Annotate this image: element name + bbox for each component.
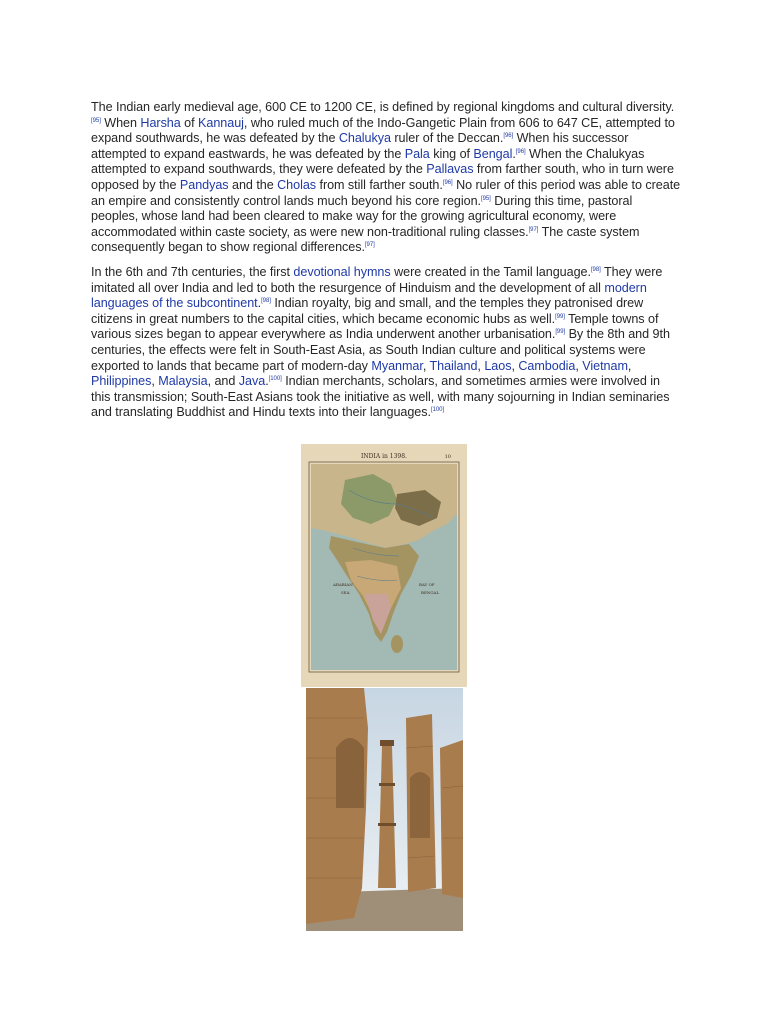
link-malaysia[interactable]: Malaysia	[158, 374, 208, 389]
text-run: ,	[575, 358, 583, 373]
citation-96[interactable]: [96]	[515, 148, 526, 155]
photo-illustration	[306, 688, 463, 931]
text-run: , who ruled much of the Indo-Gangetic Plain from 606 to 647 CE, attempted to expand southwards, he was defeated by the	[91, 115, 675, 146]
link-pala[interactable]: Pala	[404, 146, 430, 161]
minaret-balcony	[379, 783, 395, 786]
citation-100[interactable]: [100]	[430, 407, 445, 414]
link-cambodia[interactable]: Cambodia	[518, 358, 576, 373]
citation-96[interactable]: [96]	[442, 179, 453, 186]
text-run: When the Chalukyas attempted to expand southwards, they were defeated by the	[91, 146, 645, 177]
citation-97[interactable]: [97]	[364, 242, 375, 249]
link-myanmar[interactable]: Myanmar	[371, 358, 423, 373]
link-modern-languages[interactable]: modern languages of the subcontinent	[91, 280, 647, 311]
text-run: Indian royalty, big and small, and the temples they patronised drew citizens in great numbers to the capital cities, which became economic hubs as well.	[91, 296, 644, 326]
label-bay-of: BAY OF	[419, 582, 435, 587]
text-run: During this time, pastoral peoples, whose land had been cleared to make way for the growing agricultural economy, were accommodated within caste society, as were new non-traditional ruling classes.	[91, 193, 633, 239]
text-run: ,	[627, 358, 632, 373]
text-run: king of	[429, 146, 474, 161]
citation-96[interactable]: [96]	[503, 133, 514, 140]
arch-opening	[410, 772, 430, 838]
text-run: When his successor attempted to expand eastwards, he was defeated by the	[91, 131, 629, 161]
text-run: .	[257, 296, 262, 311]
text-run: The Indian early medieval age, 600 CE to 1200 CE, is defined by regional kingdoms and cultural diversity.	[91, 100, 675, 114]
citation-95[interactable]: [95]	[480, 195, 491, 202]
link-harsha[interactable]: Harsha	[140, 115, 181, 130]
text-run: The caste system consequently began to show regional differences.	[91, 224, 640, 255]
arch-opening	[336, 738, 364, 808]
citation-98[interactable]: [98]	[261, 298, 271, 305]
citation-100[interactable]: [100]	[268, 376, 282, 383]
link-laos[interactable]: Laos	[484, 358, 512, 373]
map-illustration	[301, 444, 467, 687]
link-pandyas[interactable]: Pandyas	[179, 177, 229, 192]
citation-97[interactable]: [97]	[528, 226, 539, 233]
citation-95[interactable]: [95]	[91, 117, 101, 124]
minaret-balcony	[378, 823, 396, 826]
label-sea: SEA	[341, 590, 350, 595]
text-run: of	[180, 115, 199, 130]
text-run: ruler of the Deccan.	[390, 131, 504, 146]
text-run: and the	[228, 177, 278, 192]
text-run: were created in the Tamil language.	[390, 265, 591, 279]
text-run: .	[512, 146, 516, 161]
text-run: from farther south, who in turn were opposed by the	[91, 162, 674, 192]
link-thailand[interactable]: Thailand	[429, 358, 478, 373]
text-run: , and	[207, 374, 239, 389]
text-run: They were imitated all over India and led to both the resurgence of Hinduism and the development of all	[91, 265, 663, 295]
text-run: When	[100, 115, 141, 130]
text-run: ,	[422, 358, 430, 373]
label-arabian: ARABIAN	[333, 582, 353, 587]
link-kannauj[interactable]: Kannauj	[198, 115, 244, 130]
text-run: By the 8th and 9th centuries, the effects were felt in South-East Asia, as South Indian culture and political systems were exported to lands that became part of modern-day	[91, 327, 670, 373]
map-india-1398-image[interactable]	[301, 444, 467, 687]
link-philippines[interactable]: Philippines	[91, 374, 152, 389]
text-run: Indian merchants, scholars, and sometimes armies were involved in this transmission; South-East Asians took the initiative as well, with many sojourning in Indian seminaries and translating Buddhist and Hindu texts into their languages.	[91, 374, 670, 420]
text-run: ,	[511, 358, 519, 373]
paragraph-early-medieval-age	[91, 100, 681, 256]
text-run: from still farther south.	[316, 177, 443, 192]
map-title: INDIA in 1398.	[361, 453, 407, 460]
text-run: ,	[151, 374, 159, 389]
text-run: ,	[477, 358, 485, 373]
text-run: Temple towns of various sizes began to appear everywhere as India underwent another urbanisation.	[91, 311, 659, 342]
text-run: .	[265, 374, 269, 389]
link-vietnam[interactable]: Vietnam	[582, 358, 628, 373]
island-ceylon	[391, 635, 403, 653]
link-bengal[interactable]: Bengal	[473, 146, 513, 161]
link-chalukya[interactable]: Chalukya	[338, 131, 391, 146]
minaret-cap	[380, 740, 394, 746]
citation-98[interactable]: [98]	[590, 267, 601, 273]
paragraph-devotional-hymns	[91, 265, 681, 421]
map-plate-number: 10	[444, 454, 451, 460]
citation-99[interactable]: [99]	[555, 329, 566, 336]
text-run: In the 6th and 7th centuries, the first	[91, 265, 294, 279]
citation-99[interactable]: [99]	[555, 313, 565, 320]
link-cholas[interactable]: Cholas	[277, 177, 317, 192]
qutb-minar-photo-image[interactable]	[306, 688, 463, 931]
link-java[interactable]: Java	[238, 374, 266, 389]
text-run: No ruler of this period was able to create an empire and consistently control lands much beyond his core region.	[91, 177, 681, 208]
ruin-wall-right	[440, 740, 463, 898]
link-devotional-hymns[interactable]: devotional hymns	[293, 265, 391, 279]
link-pallavas[interactable]: Pallavas	[426, 162, 474, 177]
label-bengal: BENGAL	[421, 590, 440, 595]
